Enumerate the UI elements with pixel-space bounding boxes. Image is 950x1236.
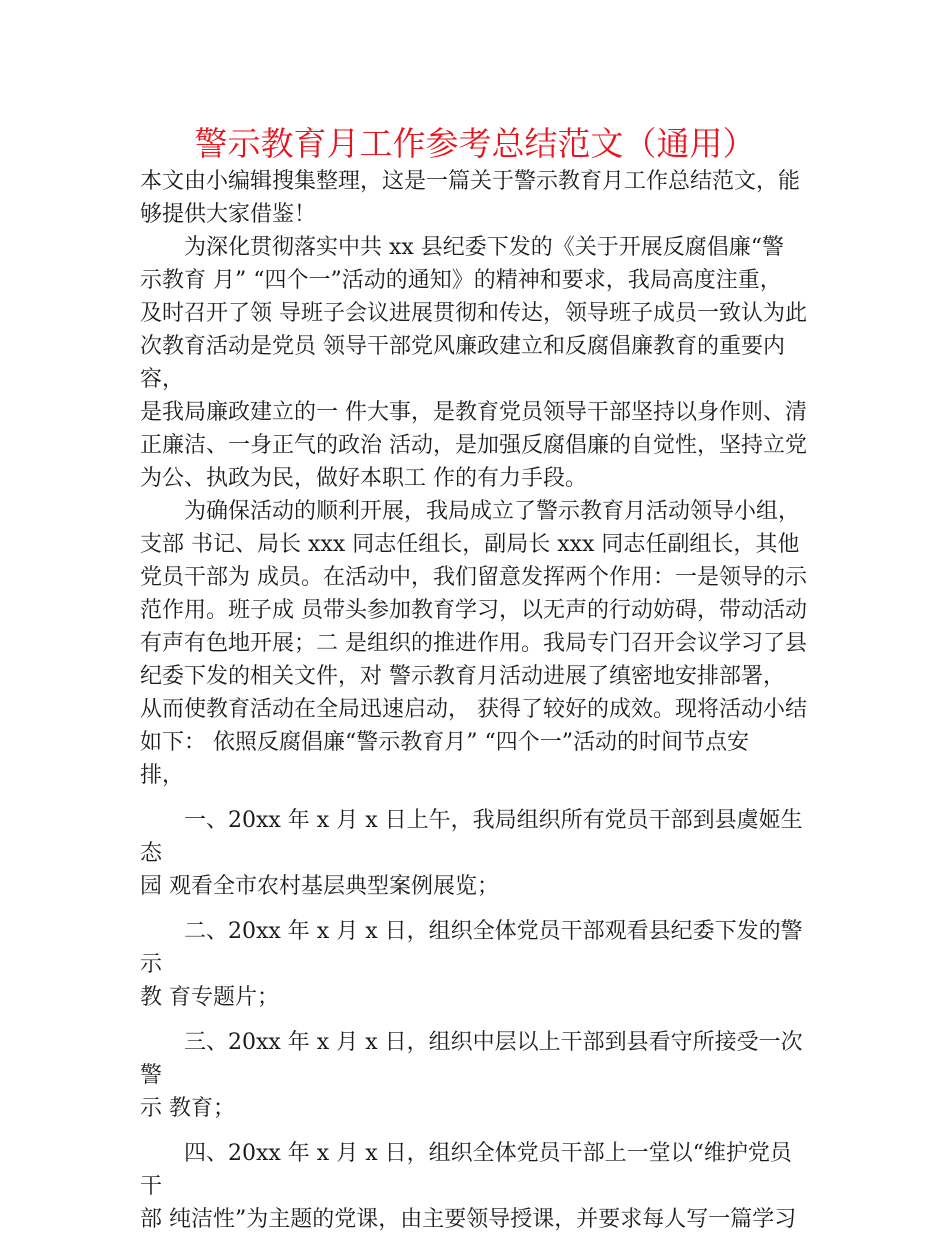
list-item-1: 一、20xx 年 x 月 x 日上午，我局组织所有党员干部到县虞姬生态 园 观看全市农村基层典型案例展览；	[140, 808, 803, 899]
intro-paragraph: 本文由小编辑搜集整理，这是一篇关于警示教育月工作总结范文，能 够提供大家借鉴！	[140, 169, 801, 227]
list-item-4: 四、20xx 年 x 月 x 日，组织全体党员干部上一堂以“维护党员干 部 纯洁性”为主题的党课，由主要领导授课，并要求每人写一篇学习	[140, 1141, 797, 1232]
list-item-2: 二、20xx 年 x 月 x 日，组织全体党员干部观看县纪委下发的警示 教 育专题片；	[140, 919, 803, 1010]
body-paragraph-1: 为深化贯彻落实中共 xx 县纪委下发的《关于开展反腐倡廉“警 示教育 月” “四个一”活动的通知》的精神和要求，我局高度注重， 及时召开了领 导班子会议进展贯彻和传达，领导班子成员一致认为此 次教育活动是党员 领导干部党风廉政建立和反腐倡廉教育的重要内容， 是我局廉政建立的一 件大事，是教育党员领导干部坚持以身作则、清 正廉洁、一身正气的政治 活动，是加强反腐倡廉的自觉性，坚持立党 为公、执政为民，做好本职工 作的有力手段。	[140, 235, 807, 491]
body-paragraph-2: 为确保活动的顺利开展，我局成立了警示教育月活动领导小组， 支部 书记、局长 xxx 同志任组长，副局长 xxx 同志任副组长，其他 党员干部为 成员。在活动中，我们留意发挥两个作用：一是领导的示 范作用。班子成 员带头参加教育学习，以无声的行动妨碍，带动活动 有声有色地开展；二 是组织的推进作用。我局专门召开会议学习了县 纪委下发的相关文件，对 警示教育月活动进展了缜密地安排部署， 从而使教育活动在全局迅速启动， 获得了较好的成效。现将活动小结 如下： 依照反腐倡廉“警示教育月” “四个一”活动的时间节点安 排，	[140, 499, 807, 788]
document-title: 警示教育月工作参考总结范文（通用）	[194, 124, 756, 163]
list-item-3: 三、20xx 年 x 月 x 日，组织中层以上干部到县看守所接受一次警 示 教育；	[140, 1030, 803, 1121]
document-body	[140, 165, 812, 1236]
